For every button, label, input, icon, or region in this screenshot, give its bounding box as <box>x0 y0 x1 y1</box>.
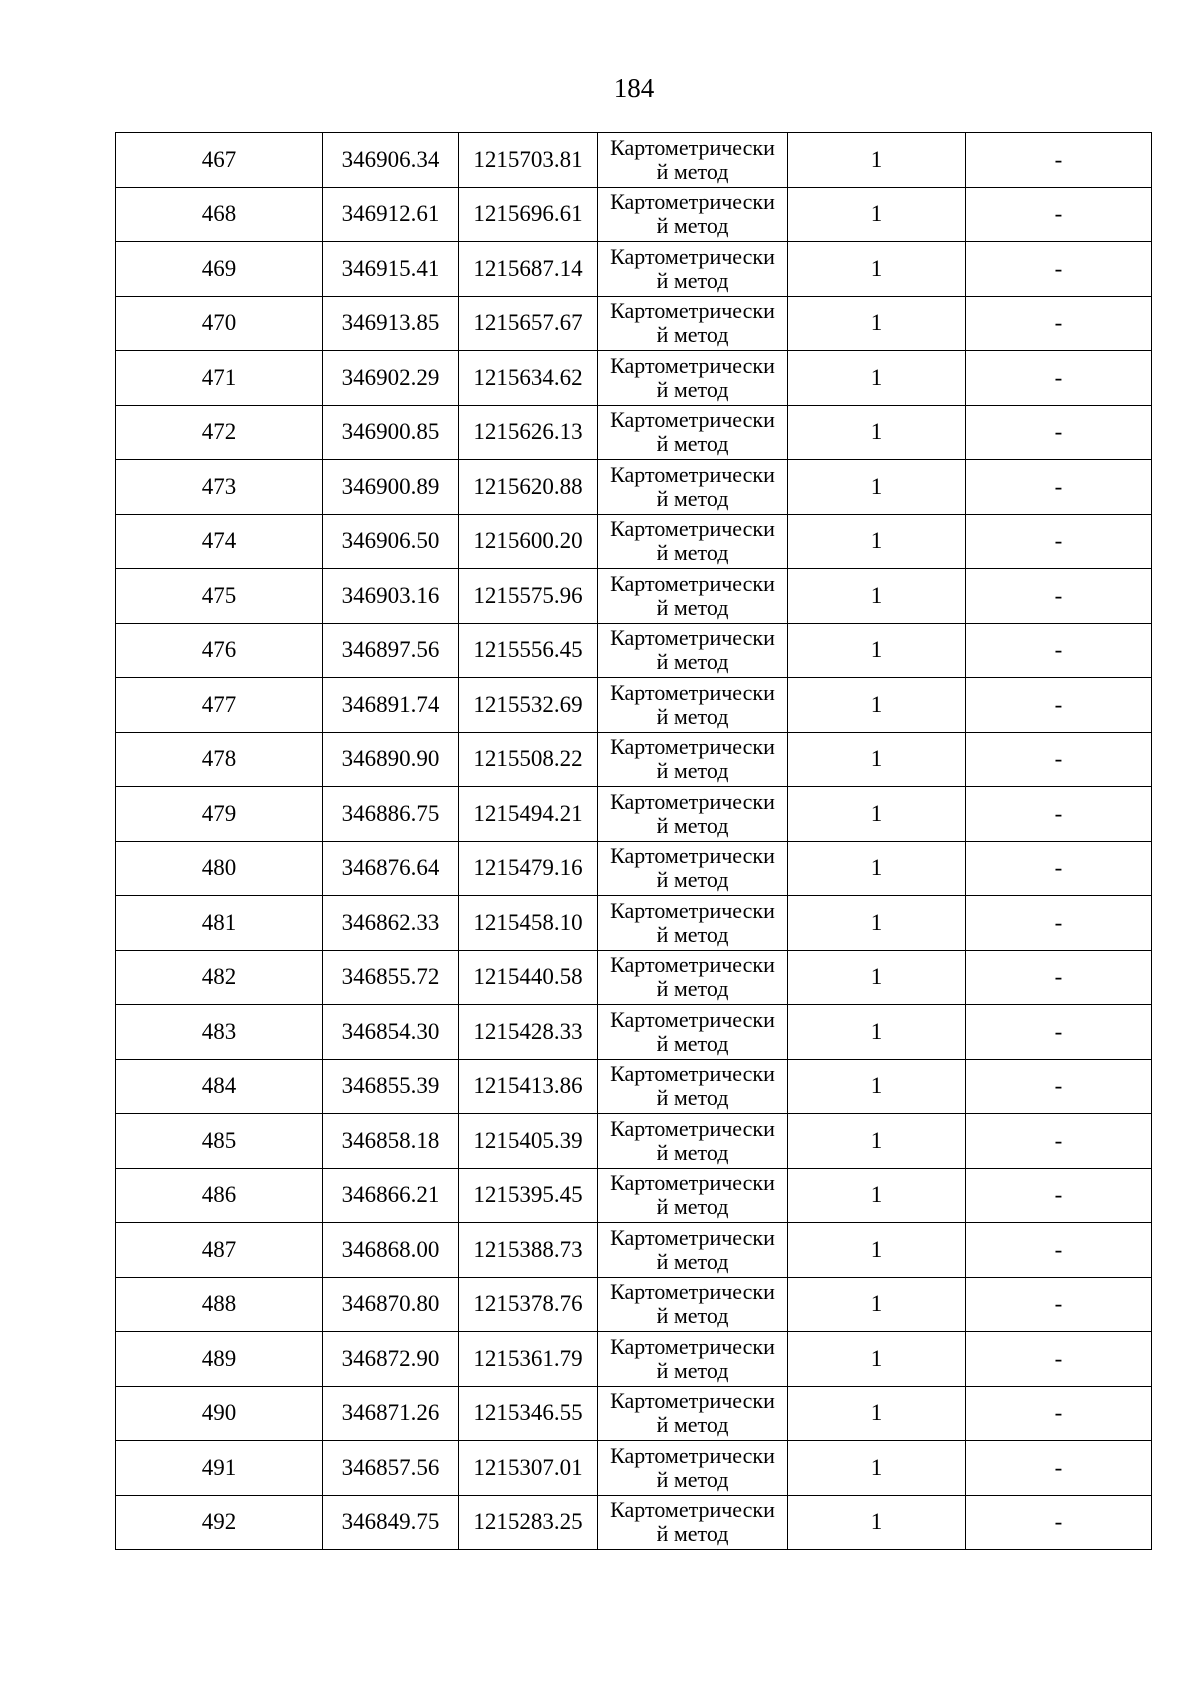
method-line-2: й метод <box>656 322 729 348</box>
method-line-2: й метод <box>656 1521 729 1547</box>
cell-method <box>598 896 788 951</box>
cell-y-coordinate: 1215458.10 <box>459 896 598 951</box>
cell-y-coordinate: 1215687.14 <box>459 242 598 297</box>
cell-x-coordinate: 346862.33 <box>323 896 459 951</box>
method-line-1: Картометрически <box>610 1224 775 1250</box>
method-line-1: Картометрически <box>610 1170 775 1196</box>
method-line-1: Картометрически <box>610 1333 775 1359</box>
cell-point-number: 476 <box>116 623 323 678</box>
cell-accuracy: 1 <box>788 351 966 406</box>
cell-accuracy: 1 <box>788 841 966 896</box>
method-line-2: й метод <box>656 1085 729 1111</box>
method-line-2: й метод <box>656 267 729 293</box>
table-row <box>116 296 1152 351</box>
cell-point-number: 490 <box>116 1386 323 1441</box>
cell-y-coordinate: 1215346.55 <box>459 1386 598 1441</box>
cell-accuracy: 1 <box>788 950 966 1005</box>
cell-method <box>598 678 788 733</box>
method-line-1: Картометрически <box>610 625 775 651</box>
cell-method <box>598 1223 788 1278</box>
cell-y-coordinate: 1215657.67 <box>459 296 598 351</box>
method-line-1: Картометрически <box>610 1006 775 1032</box>
cell-y-coordinate: 1215479.16 <box>459 841 598 896</box>
cell-x-coordinate: 346854.30 <box>323 1005 459 1060</box>
method-line-2: й метод <box>656 1303 729 1329</box>
cell-accuracy: 1 <box>788 623 966 678</box>
cell-y-coordinate: 1215556.45 <box>459 623 598 678</box>
table-row <box>116 1005 1152 1060</box>
cell-accuracy: 1 <box>788 296 966 351</box>
cell-accuracy: 1 <box>788 1005 966 1060</box>
method-line-2: й метод <box>656 158 729 184</box>
cell-x-coordinate: 346902.29 <box>323 351 459 406</box>
cell-y-coordinate: 1215388.73 <box>459 1223 598 1278</box>
cell-point-number: 488 <box>116 1277 323 1332</box>
cell-note: - <box>966 1223 1152 1278</box>
method-line-2: й метод <box>656 1466 729 1492</box>
cell-y-coordinate: 1215307.01 <box>459 1441 598 1496</box>
method-line-2: й метод <box>656 649 729 675</box>
cell-method <box>598 732 788 787</box>
method-line-2: й метод <box>656 1248 729 1274</box>
method-line-1: Картометрически <box>610 461 775 487</box>
cell-method <box>598 133 788 188</box>
cell-x-coordinate: 346890.90 <box>323 732 459 787</box>
table-row <box>116 1441 1152 1496</box>
cell-accuracy: 1 <box>788 732 966 787</box>
method-line-1: Картометрически <box>610 1061 775 1087</box>
cell-y-coordinate: 1215532.69 <box>459 678 598 733</box>
cell-note: - <box>966 841 1152 896</box>
cell-point-number: 467 <box>116 133 323 188</box>
cell-method <box>598 1168 788 1223</box>
cell-x-coordinate: 346891.74 <box>323 678 459 733</box>
cell-accuracy: 1 <box>788 1441 966 1496</box>
method-line-2: й метод <box>656 758 729 784</box>
cell-y-coordinate: 1215395.45 <box>459 1168 598 1223</box>
cell-method <box>598 569 788 624</box>
cell-x-coordinate: 346858.18 <box>323 1114 459 1169</box>
cell-accuracy: 1 <box>788 569 966 624</box>
table-row <box>116 242 1152 297</box>
cell-method <box>598 841 788 896</box>
cell-x-coordinate: 346903.16 <box>323 569 459 624</box>
method-line-2: й метод <box>656 1412 729 1438</box>
table-row <box>116 514 1152 569</box>
table-row <box>116 1277 1152 1332</box>
method-line-2: й метод <box>656 1194 729 1220</box>
cell-accuracy: 1 <box>788 896 966 951</box>
cell-accuracy: 1 <box>788 460 966 515</box>
table-row <box>116 678 1152 733</box>
method-line-2: й метод <box>656 921 729 947</box>
cell-accuracy: 1 <box>788 678 966 733</box>
method-line-2: й метод <box>656 485 729 511</box>
cell-y-coordinate: 1215696.61 <box>459 187 598 242</box>
cell-note: - <box>966 133 1152 188</box>
cell-note: - <box>966 569 1152 624</box>
cell-method <box>598 1277 788 1332</box>
cell-y-coordinate: 1215634.62 <box>459 351 598 406</box>
table-row <box>116 1114 1152 1169</box>
cell-method <box>598 950 788 1005</box>
cell-point-number: 477 <box>116 678 323 733</box>
cell-note: - <box>966 1059 1152 1114</box>
cell-note: - <box>966 514 1152 569</box>
cell-note: - <box>966 732 1152 787</box>
cell-method <box>598 187 788 242</box>
cell-accuracy: 1 <box>788 1223 966 1278</box>
method-line-2: й метод <box>656 1357 729 1383</box>
method-line-1: Картометрически <box>610 189 775 215</box>
method-line-1: Картометрически <box>610 1442 775 1468</box>
cell-point-number: 482 <box>116 950 323 1005</box>
method-line-1: Картометрически <box>610 843 775 869</box>
cell-method <box>598 460 788 515</box>
method-line-1: Картометрически <box>610 952 775 978</box>
cell-y-coordinate: 1215703.81 <box>459 133 598 188</box>
table-row <box>116 1059 1152 1114</box>
method-line-1: Картометрически <box>610 897 775 923</box>
cell-note: - <box>966 187 1152 242</box>
cell-note: - <box>966 242 1152 297</box>
cell-x-coordinate: 346871.26 <box>323 1386 459 1441</box>
cell-point-number: 487 <box>116 1223 323 1278</box>
cell-method <box>598 787 788 842</box>
cell-point-number: 478 <box>116 732 323 787</box>
cell-note: - <box>966 1005 1152 1060</box>
cell-accuracy: 1 <box>788 1277 966 1332</box>
cell-method <box>598 1114 788 1169</box>
cell-y-coordinate: 1215626.13 <box>459 405 598 460</box>
cell-note: - <box>966 896 1152 951</box>
method-line-2: й метод <box>656 976 729 1002</box>
cell-x-coordinate: 346857.56 <box>323 1441 459 1496</box>
table-row <box>116 1386 1152 1441</box>
method-line-1: Картометрически <box>610 243 775 269</box>
method-line-1: Картометрически <box>610 134 775 160</box>
cell-method <box>598 1495 788 1550</box>
cell-point-number: 484 <box>116 1059 323 1114</box>
cell-method <box>598 1332 788 1387</box>
method-line-2: й метод <box>656 1030 729 1056</box>
method-line-2: й метод <box>656 812 729 838</box>
page-number: 184 <box>613 73 655 103</box>
cell-point-number: 469 <box>116 242 323 297</box>
cell-x-coordinate: 346868.00 <box>323 1223 459 1278</box>
table-row <box>116 950 1152 1005</box>
cell-accuracy: 1 <box>788 1332 966 1387</box>
cell-method <box>598 514 788 569</box>
cell-point-number: 485 <box>116 1114 323 1169</box>
cell-point-number: 474 <box>116 514 323 569</box>
cell-accuracy: 1 <box>788 1386 966 1441</box>
method-line-2: й метод <box>656 594 729 620</box>
method-line-1: Картометрически <box>610 1497 775 1523</box>
method-line-1: Картометрически <box>610 1115 775 1141</box>
method-line-1: Картометрически <box>610 352 775 378</box>
coordinates-table <box>115 132 1152 1550</box>
cell-note: - <box>966 351 1152 406</box>
cell-note: - <box>966 1495 1152 1550</box>
method-line-2: й метод <box>656 703 729 729</box>
cell-accuracy: 1 <box>788 1059 966 1114</box>
cell-accuracy: 1 <box>788 1495 966 1550</box>
cell-note: - <box>966 950 1152 1005</box>
cell-method <box>598 1005 788 1060</box>
cell-note: - <box>966 296 1152 351</box>
cell-accuracy: 1 <box>788 514 966 569</box>
cell-y-coordinate: 1215405.39 <box>459 1114 598 1169</box>
table-row <box>116 1223 1152 1278</box>
cell-y-coordinate: 1215413.86 <box>459 1059 598 1114</box>
cell-note: - <box>966 678 1152 733</box>
cell-point-number: 481 <box>116 896 323 951</box>
method-line-1: Картометрически <box>610 570 775 596</box>
method-line-2: й метод <box>656 867 729 893</box>
cell-note: - <box>966 1386 1152 1441</box>
method-line-2: й метод <box>656 1139 729 1165</box>
cell-x-coordinate: 346876.64 <box>323 841 459 896</box>
cell-x-coordinate: 346900.85 <box>323 405 459 460</box>
cell-note: - <box>966 1114 1152 1169</box>
cell-accuracy: 1 <box>788 242 966 297</box>
cell-x-coordinate: 346906.50 <box>323 514 459 569</box>
cell-point-number: 475 <box>116 569 323 624</box>
method-line-1: Картометрически <box>610 679 775 705</box>
cell-note: - <box>966 1332 1152 1387</box>
cell-x-coordinate: 346886.75 <box>323 787 459 842</box>
cell-x-coordinate: 346849.75 <box>323 1495 459 1550</box>
cell-point-number: 468 <box>116 187 323 242</box>
cell-method <box>598 1059 788 1114</box>
method-line-2: й метод <box>656 376 729 402</box>
cell-accuracy: 1 <box>788 1168 966 1223</box>
cell-note: - <box>966 1277 1152 1332</box>
cell-point-number: 473 <box>116 460 323 515</box>
cell-accuracy: 1 <box>788 187 966 242</box>
method-line-1: Картометрически <box>610 516 775 542</box>
cell-note: - <box>966 787 1152 842</box>
table-row <box>116 1495 1152 1550</box>
cell-method <box>598 623 788 678</box>
coordinates-table-body <box>116 133 1152 1550</box>
cell-x-coordinate: 346855.72 <box>323 950 459 1005</box>
table-row <box>116 787 1152 842</box>
cell-accuracy: 1 <box>788 133 966 188</box>
table-row <box>116 187 1152 242</box>
table-row <box>116 460 1152 515</box>
cell-note: - <box>966 405 1152 460</box>
cell-accuracy: 1 <box>788 787 966 842</box>
cell-method <box>598 1441 788 1496</box>
table-row <box>116 732 1152 787</box>
cell-point-number: 486 <box>116 1168 323 1223</box>
cell-point-number: 470 <box>116 296 323 351</box>
cell-x-coordinate: 346913.85 <box>323 296 459 351</box>
cell-note: - <box>966 460 1152 515</box>
method-line-1: Картометрически <box>610 407 775 433</box>
method-line-1: Картометрически <box>610 734 775 760</box>
cell-accuracy: 1 <box>788 405 966 460</box>
cell-point-number: 483 <box>116 1005 323 1060</box>
cell-x-coordinate: 346866.21 <box>323 1168 459 1223</box>
method-line-1: Картометрически <box>610 298 775 324</box>
cell-point-number: 471 <box>116 351 323 406</box>
cell-x-coordinate: 346912.61 <box>323 187 459 242</box>
cell-y-coordinate: 1215508.22 <box>459 732 598 787</box>
cell-method <box>598 405 788 460</box>
method-line-1: Картометрически <box>610 1279 775 1305</box>
cell-method <box>598 351 788 406</box>
cell-y-coordinate: 1215361.79 <box>459 1332 598 1387</box>
cell-point-number: 472 <box>116 405 323 460</box>
cell-note: - <box>966 1441 1152 1496</box>
method-line-2: й метод <box>656 540 729 566</box>
cell-note: - <box>966 623 1152 678</box>
table-row <box>116 569 1152 624</box>
cell-method <box>598 296 788 351</box>
cell-x-coordinate: 346906.34 <box>323 133 459 188</box>
cell-note: - <box>966 1168 1152 1223</box>
cell-x-coordinate: 346870.80 <box>323 1277 459 1332</box>
cell-y-coordinate: 1215378.76 <box>459 1277 598 1332</box>
method-line-1: Картометрически <box>610 788 775 814</box>
cell-y-coordinate: 1215575.96 <box>459 569 598 624</box>
table-row <box>116 351 1152 406</box>
cell-x-coordinate: 346872.90 <box>323 1332 459 1387</box>
cell-y-coordinate: 1215494.21 <box>459 787 598 842</box>
table-row <box>116 841 1152 896</box>
cell-y-coordinate: 1215600.20 <box>459 514 598 569</box>
cell-point-number: 480 <box>116 841 323 896</box>
cell-y-coordinate: 1215440.58 <box>459 950 598 1005</box>
cell-x-coordinate: 346855.39 <box>323 1059 459 1114</box>
cell-y-coordinate: 1215620.88 <box>459 460 598 515</box>
cell-point-number: 491 <box>116 1441 323 1496</box>
cell-y-coordinate: 1215428.33 <box>459 1005 598 1060</box>
cell-method <box>598 242 788 297</box>
method-line-1: Картометрически <box>610 1388 775 1414</box>
table-row <box>116 133 1152 188</box>
method-line-2: й метод <box>656 431 729 457</box>
cell-point-number: 489 <box>116 1332 323 1387</box>
cell-method <box>598 1386 788 1441</box>
cell-point-number: 479 <box>116 787 323 842</box>
table-row <box>116 623 1152 678</box>
table-row <box>116 405 1152 460</box>
table-row <box>116 1332 1152 1387</box>
cell-x-coordinate: 346897.56 <box>323 623 459 678</box>
table-row <box>116 1168 1152 1223</box>
cell-x-coordinate: 346900.89 <box>323 460 459 515</box>
cell-accuracy: 1 <box>788 1114 966 1169</box>
method-line-2: й метод <box>656 213 729 239</box>
table-row <box>116 896 1152 951</box>
cell-x-coordinate: 346915.41 <box>323 242 459 297</box>
cell-point-number: 492 <box>116 1495 323 1550</box>
cell-y-coordinate: 1215283.25 <box>459 1495 598 1550</box>
